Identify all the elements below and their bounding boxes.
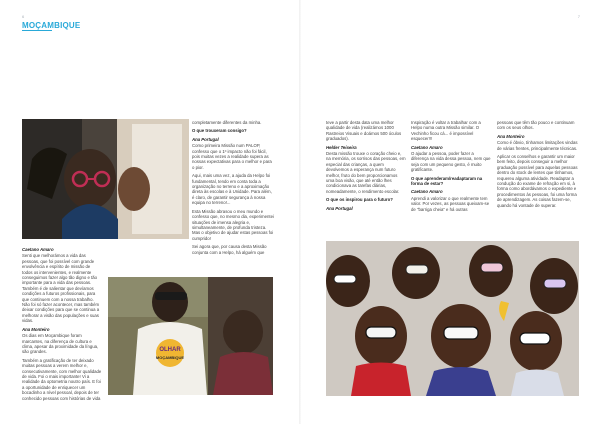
paragraph: Como é óbvio, tínhamos limitações vindas de várias frentes, principalmente técnicas. xyxy=(497,140,578,151)
text-column-5 xyxy=(497,120,579,236)
speaker-name: Helder Teixeira xyxy=(326,144,357,150)
paragraph: pessoas que têm tão pouco e continuam com os seus olhos. xyxy=(497,120,575,131)
paragraph: Esta Missão abrasou o meu mundo e confesso que, no mesmo dia, experimentei situações de imensa alegria e, simultaneamente, de profunda tristeza. Mas o objetivo de ajudar estas pessoas foi cumprido! xyxy=(192,208,274,241)
paragraph: Aplicar os conselhos e garantir um maior bem feito, depois conseguir a melhor graduação possível para aquelas pessoas dentro do stock de lentes que tínhamos, requereu alguma atividade. Readaptar a condução do exame de refração em si, à forma como abordávamos o expediente e procedimentos às pessoas, foi uma forma de aprendizagem. As coisas fazem-se, quando há vontade de superar. xyxy=(497,154,578,208)
photo-children-glasses-illustration xyxy=(326,241,579,396)
shirt-text-mocambique: MOÇAMBIQUE xyxy=(155,355,185,360)
paragraph: Desta missão trouxe o coração cheio e, na memória, os sorrisos das pessoas, em especial das crianças, a quem devolvemos a esperança num futuro melhor, fruto do bem proporcionamos uma boa visão, que até então lhes condicionava as tarefas diárias, nomeadamente, o rendimento escolar. xyxy=(326,151,406,194)
question-heading: O que os inspirou para o futuro? xyxy=(326,197,393,203)
paragraph: O ajudar a pessoa, poder fazer a diferença na vida dessa pessoa, nem que seja com um pequeno gesto, é muito gratificante. xyxy=(411,151,491,173)
spread-gutter xyxy=(299,0,301,424)
paragraph: Aprendi a valorizar o que realmente tem valor. Por vezes, as pessoas queixam-se de "barriga cheia" e há outras xyxy=(411,195,490,212)
photo-eye-test xyxy=(22,119,189,239)
text-column-2 xyxy=(192,120,274,270)
photo-children-glasses xyxy=(326,241,579,396)
photo-olhar-shirt-illustration xyxy=(108,277,273,395)
speaker-name: Caetano Amaro xyxy=(411,189,443,195)
speaker-name: Ana Monteiro xyxy=(497,133,525,139)
page-number-right: 7 xyxy=(577,14,580,19)
question-heading: O que trouxeram consigo? xyxy=(192,128,247,134)
speaker-name: Caetano Amaro xyxy=(411,144,443,150)
section-title-rule xyxy=(22,30,52,31)
photo-eye-test-illustration xyxy=(22,119,189,239)
text-column-1 xyxy=(22,244,102,401)
speaker-name: Ana Monteiro xyxy=(22,326,50,332)
paragraph: Os dias em Moçambique foram marcantes, na diferença de cultura e clima, apesar da proximidade da língua, são grandes. xyxy=(22,333,99,355)
speaker-name: Ana Portugal xyxy=(326,205,353,211)
photo-olhar-shirt xyxy=(108,277,273,395)
speaker-name: Ana Portugal xyxy=(192,136,219,142)
shirt-text-olhar: OLHAR xyxy=(159,347,181,353)
paragraph: Também a gratificação de ter deixado muitas pessoas a verem melhor e, consecutivamente, com melhor qualidade de vida. Foi o mais importante! Vi a realidade da optometria noutro país. E foi a oportunidade de enriquecer um bocadinho a nível pessoal, depois de ter conhecido pessoas com histórias de vida xyxy=(22,357,102,401)
paragraph: Sei agora que, por causa desta Missão conjunta com a Helpo, há alguém que xyxy=(192,244,267,255)
question-heading: O que aprenderam/readaptaram na forma de estar? xyxy=(411,175,483,187)
paragraph: Aqui, mais uma vez, a ajuda da Helpo foi fundamental, tendo em conta toda a organização no terreno e a aproximação direta às escolas e à Unidade. Para além, é claro, de garantir segurança à nossa equipa no terreno!... xyxy=(192,173,272,206)
speaker-name: Caetano Amaro xyxy=(22,247,54,252)
paragraph: teve a partir desta data uma melhor qualidade de vida (realizámos 1000 Rastreios Visuais e doámos 500 óculos graduados). xyxy=(326,120,402,142)
text-column-3 xyxy=(326,120,406,236)
section-title: MOÇAMBIQUE xyxy=(22,21,81,30)
paragraph: Como primeira Missão num PALOP, confesso que o 1º impacto não foi fácil, pois muitas vezes a realidade supera as nossas expectativas para o melhor e para o pior. xyxy=(192,143,272,170)
paragraph: Inspiração é voltar a trabalhar com a Helpo numa outra Missão similar. O Vechinho ficou cá... é impossível esquecer!!! xyxy=(411,120,481,142)
paragraph: Senti que melhorámos a vida das pessoas, que foi possível com grande envolvência e espírito de missão de todos os intervenientes, e realmente conseguimos fazer algo tão digno e tão importante para a vida das pessoas. Também é de salientar que devíamos condições a futuros profissionais, para que continuem com a nossa trabalho. Não foi só fazer acontecer, mas também deixar condições para que se continua a melhorar a visão das populações e suas vidas. xyxy=(22,253,100,324)
text-column-4 xyxy=(411,120,491,236)
page-number-left: 6 xyxy=(22,14,25,19)
paragraph: completamente diferentes da minha. xyxy=(192,120,262,125)
